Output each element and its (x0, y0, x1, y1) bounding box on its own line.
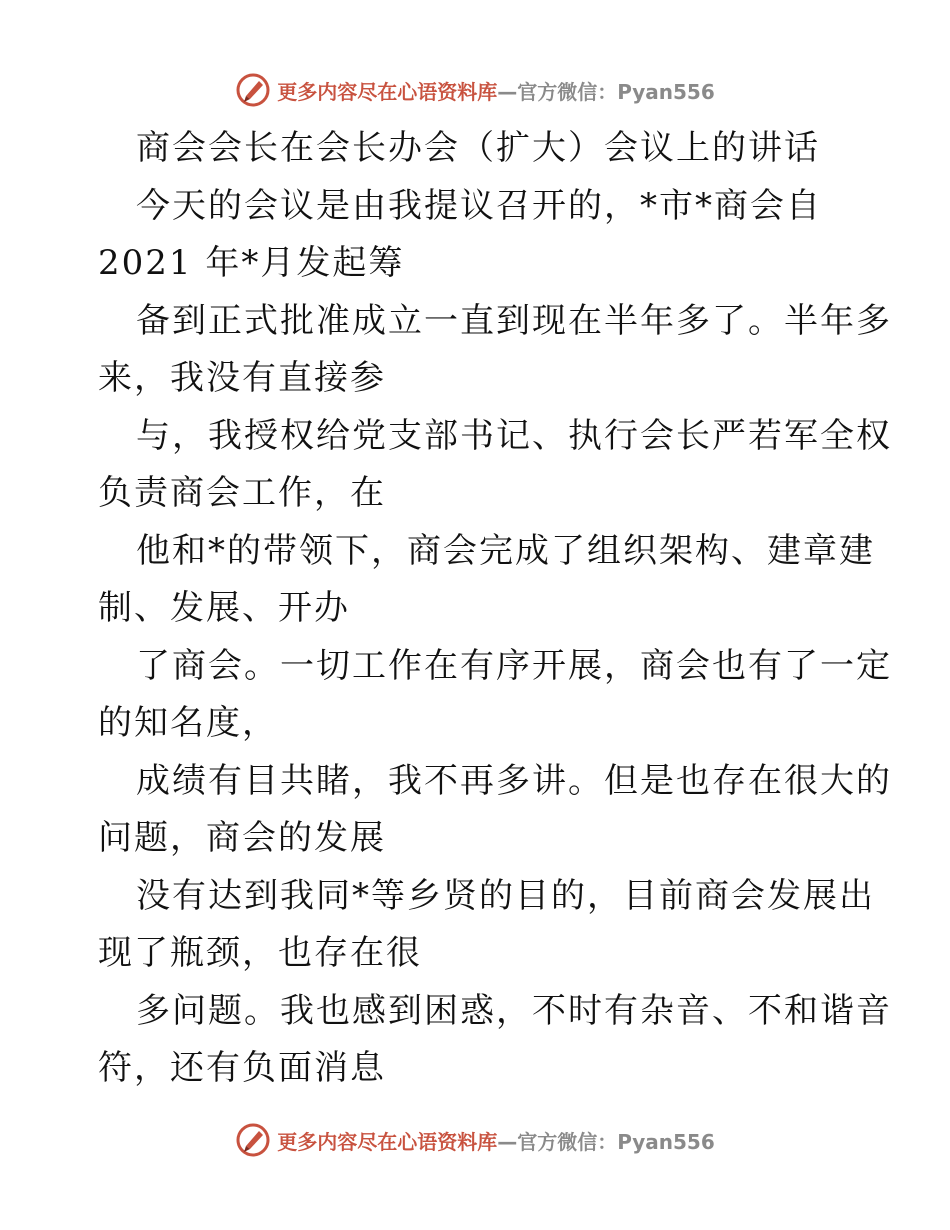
text-line: 了商会。一切工作在有序开展，商会也有了一定 (136, 645, 892, 686)
watermark-main: 更多内容尽在心语资料库 (277, 1129, 498, 1154)
text-line: 商会会长在会长办会（扩大）会议上的讲话 (136, 128, 820, 168)
text-line: 的知名度， (98, 703, 278, 743)
document-body (98, 120, 892, 1098)
text-line: 符，还有负面消息 (98, 1048, 386, 1088)
text-line: 成绩有目共睹，我不再多讲。但是也存在很大的 (136, 760, 892, 801)
text-line: 现了瓶颈，也存在很 (98, 933, 422, 973)
text-line: 来，我没有直接参 (98, 358, 386, 398)
text-line: 今天的会议是由我提议召开的，*市*商会自 (136, 185, 822, 226)
watermark-main: 更多内容尽在心语资料库 (277, 79, 498, 104)
text-line: 负责商会工作，在 (98, 473, 386, 513)
text-line: 2021 年*月发起筹 (98, 243, 405, 283)
watermark-text (277, 1126, 715, 1155)
watermark-separator: — (497, 79, 518, 104)
watermark-text (277, 76, 715, 105)
pen-logo-icon (235, 1122, 271, 1158)
watermark-contact: 官方微信：Pyan556 (517, 1129, 715, 1154)
header-watermark (0, 70, 950, 110)
text-line: 问题，商会的发展 (98, 818, 386, 858)
text-line: 他和*的带领下，商会完成了组织架构、建章建 (136, 530, 875, 571)
watermark-contact: 官方微信：Pyan556 (517, 79, 715, 104)
text-line: 备到正式批准成立一直到现在半年多了。半年多 (136, 300, 892, 341)
pen-logo-icon (235, 72, 271, 108)
watermark-separator: — (497, 1129, 518, 1154)
text-line: 制、发展、开办 (98, 588, 350, 628)
text-line: 没有达到我同*等乡贤的目的，目前商会发展出 (136, 875, 875, 916)
text-line: 多问题。我也感到困惑，不时有杂音、不和谐音 (136, 990, 892, 1031)
footer-watermark (0, 1120, 950, 1160)
text-line: 与，我授权给党支部书记、执行会长严若军全权 (136, 415, 892, 456)
